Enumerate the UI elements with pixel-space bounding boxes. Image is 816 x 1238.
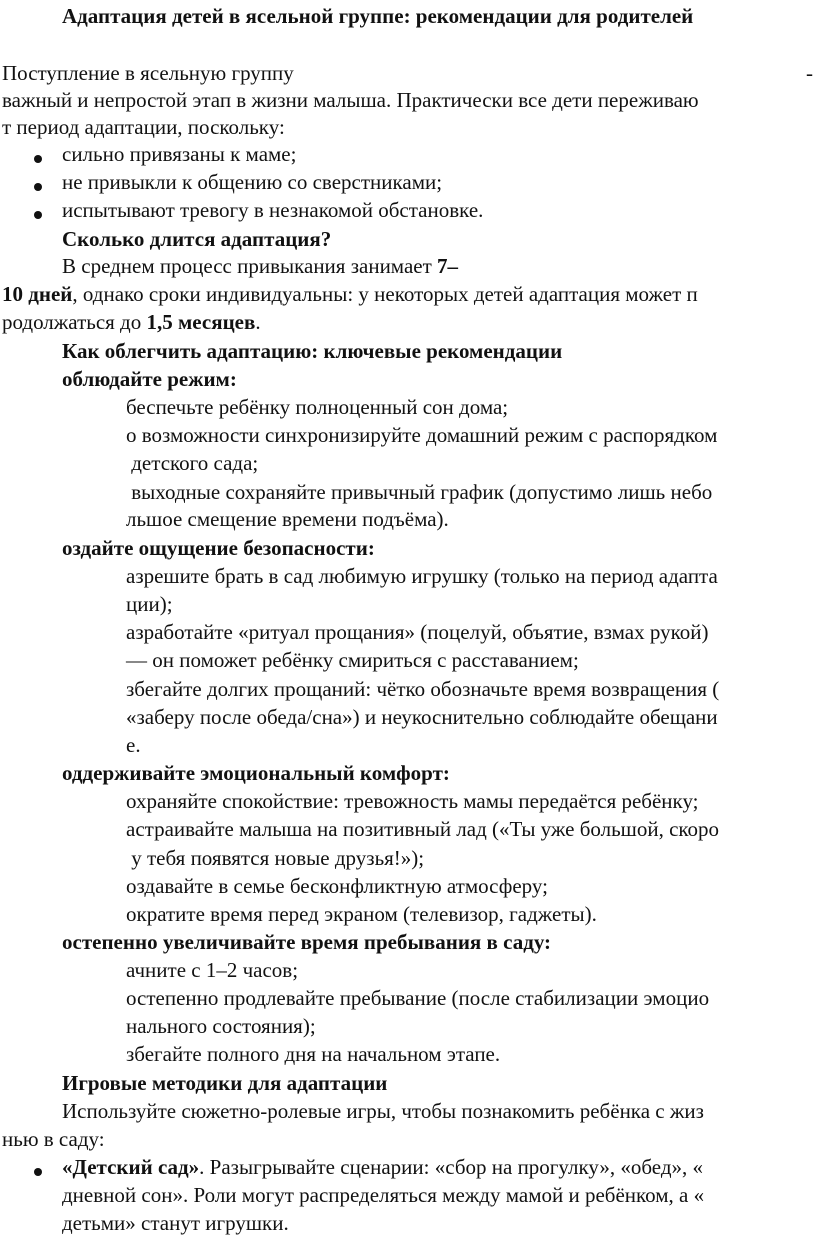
intro-line-2: важный и непростой этап в жизни малыша. Практически все дети переживаю bbox=[2, 88, 699, 112]
document-title: Адаптация детей в ясельной группе: рекомендации для родителей bbox=[62, 4, 694, 28]
intro-line-1: Поступление в ясельную группу bbox=[2, 61, 294, 85]
duration-heading: Сколько длится адаптация? bbox=[62, 227, 332, 251]
reason-item: испытывают тревогу в незнакомой обстановке. bbox=[62, 198, 484, 222]
bullet-icon bbox=[34, 211, 42, 219]
bullet-icon bbox=[34, 1168, 42, 1176]
duration-line-3: родолжаться до 1,5 месяцев. bbox=[2, 310, 261, 334]
safety-heading: оздайте ощущение безопасности: bbox=[62, 536, 375, 560]
comfort-line: охраняйте спокойствие: тревожность мамы передаётся ребёнку; bbox=[126, 789, 699, 813]
safety-line: азрешите брать в сад любимую игрушку (только на период адапта bbox=[126, 564, 718, 588]
gradual-line: остепенно продлевайте пребывание (после стабилизации эмоцио bbox=[126, 986, 710, 1010]
regime-line: беспечьте ребёнку полноценный сон дома; bbox=[126, 395, 509, 419]
safety-line: е. bbox=[126, 733, 141, 757]
games-line-2: нью в саду: bbox=[2, 1127, 105, 1151]
intro-line-3: т период адаптации, поскольку: bbox=[2, 115, 285, 139]
bullet-icon bbox=[34, 155, 42, 163]
safety-line: азработайте «ритуал прощания» (поцелуй, объятие, взмах рукой) bbox=[126, 620, 709, 644]
gradual-heading: остепенно увеличивайте время пребывания в саду: bbox=[62, 930, 552, 954]
game-item-line-1: «Детский сад». Разыгрывайте сценарии: «сбор на прогулку», «обед», « bbox=[62, 1155, 704, 1179]
recommendations-heading: Как облегчить адаптацию: ключевые рекомендации bbox=[62, 339, 563, 363]
gradual-line: ачните с 1–2 часов; bbox=[126, 958, 299, 982]
bullet-icon bbox=[34, 183, 42, 191]
duration-line-2: 10 дней, однако сроки индивидуальны: у некоторых детей адаптация может п bbox=[2, 282, 698, 306]
duration-line-1: В среднем процесс привыкания занимает 7– bbox=[62, 254, 459, 278]
comfort-line: у тебя появятся новые друзья!»); bbox=[126, 846, 425, 870]
comfort-line: ократите время перед экраном (телевизор, гаджеты). bbox=[126, 902, 597, 926]
regime-line: льшое смещение времени подъёма). bbox=[126, 507, 449, 531]
comfort-heading: оддерживайте эмоциональный комфорт: bbox=[62, 761, 450, 785]
safety-line: ции); bbox=[126, 592, 173, 616]
comfort-line: оздавайте в семье бесконфликтную атмосферу; bbox=[126, 874, 548, 898]
gradual-line: нального состояния); bbox=[126, 1014, 316, 1038]
gradual-line: збегайте полного дня на начальном этапе. bbox=[126, 1042, 501, 1066]
regime-line: о возможности синхронизируйте домашний режим с распорядком bbox=[126, 423, 718, 447]
regime-line: выходные сохраняйте привычный график (допустимо лишь небо bbox=[126, 480, 713, 504]
regime-heading: облюдайте режим: bbox=[62, 367, 237, 391]
games-heading: Игровые методики для адаптации bbox=[62, 1071, 388, 1095]
reason-item: не привыкли к общению со сверстниками; bbox=[62, 170, 443, 194]
reason-item: сильно привязаны к маме; bbox=[62, 142, 297, 166]
regime-line: детского сада; bbox=[126, 451, 259, 475]
game-item-line-3: детьми» станут игрушки. bbox=[62, 1211, 289, 1235]
safety-line: «заберу после обеда/сна») и неукоснительно соблюдайте обещани bbox=[126, 705, 718, 729]
game-item-line-2: дневной сон». Роли могут распределяться между мамой и ребёнком, а « bbox=[62, 1183, 705, 1207]
safety-line: збегайте долгих прощаний: чётко обозначьте время возвращения ( bbox=[126, 677, 720, 701]
games-line-1: Используйте сюжетно-ролевые игры, чтобы познакомить ребёнка с жиз bbox=[62, 1099, 704, 1123]
intro-dash: - bbox=[806, 61, 813, 85]
comfort-line: астраивайте малыша на позитивный лад («Ты уже большой, скоро bbox=[126, 817, 720, 841]
safety-line: — он поможет ребёнку смириться с расставанием; bbox=[126, 648, 579, 672]
